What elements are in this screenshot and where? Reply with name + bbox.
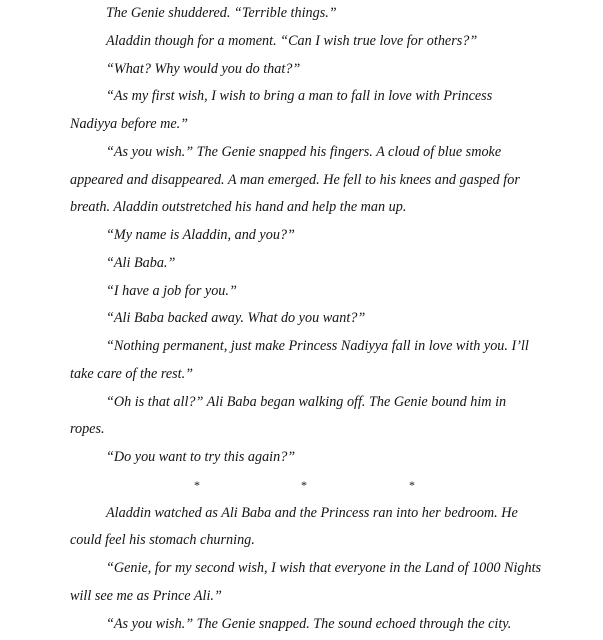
document-page [70,0,542,638]
scene-break-asterisk: * [301,477,307,492]
paragraph: “What? Why would you do that?” [106,60,301,77]
paragraph: “As you wish.” The Genie snapped. The sound echoed through the city. [106,615,512,632]
scene-break [70,472,542,500]
paragraph: The Genie shuddered. “Terrible things.” [106,5,337,21]
paragraph: “I have a job for you.” [106,282,237,299]
paragraph: Aladdin watched as Ali Baba and the Princess ran into her bedroom. He could feel his stomach churning. [70,504,518,549]
paragraph: “Genie, for my second wish, I wish that everyone in the Land of 1000 Nights will see me as Prince Ali.” [70,560,542,604]
paragraph: “My name is Aladdin, and you?” [106,227,295,243]
paragraph: “Ali Baba backed away. What do you want?” [106,310,366,327]
paragraph: “As you wish.” The Genie snapped his fingers. A cloud of blue smoke appeared and disappeared. A man emerged. He fell to his knees and gasped for breath. Aladdin outstretched his hand and help the man up. [70,143,520,216]
scene-break-asterisk: * [194,477,200,492]
scene-break-asterisk: * [409,477,415,492]
paragraph: Aladdin though for a moment. “Can I wish true love for others?” [106,32,478,49]
paragraph: “Nothing permanent, just make Princess Nadiyya fall in love with you. I’ll take care of the rest.” [70,338,529,382]
paragraph: “Do you want to try this again?” [106,449,296,465]
paragraph: “Oh is that all?” Ali Baba began walking off. The Genie bound him in ropes. [70,393,507,438]
paragraph: “Ali Baba.” [106,254,176,271]
paragraph: “As my first wish, I wish to bring a man to fall in love with Princess Nadiyya before me.” [70,88,493,132]
